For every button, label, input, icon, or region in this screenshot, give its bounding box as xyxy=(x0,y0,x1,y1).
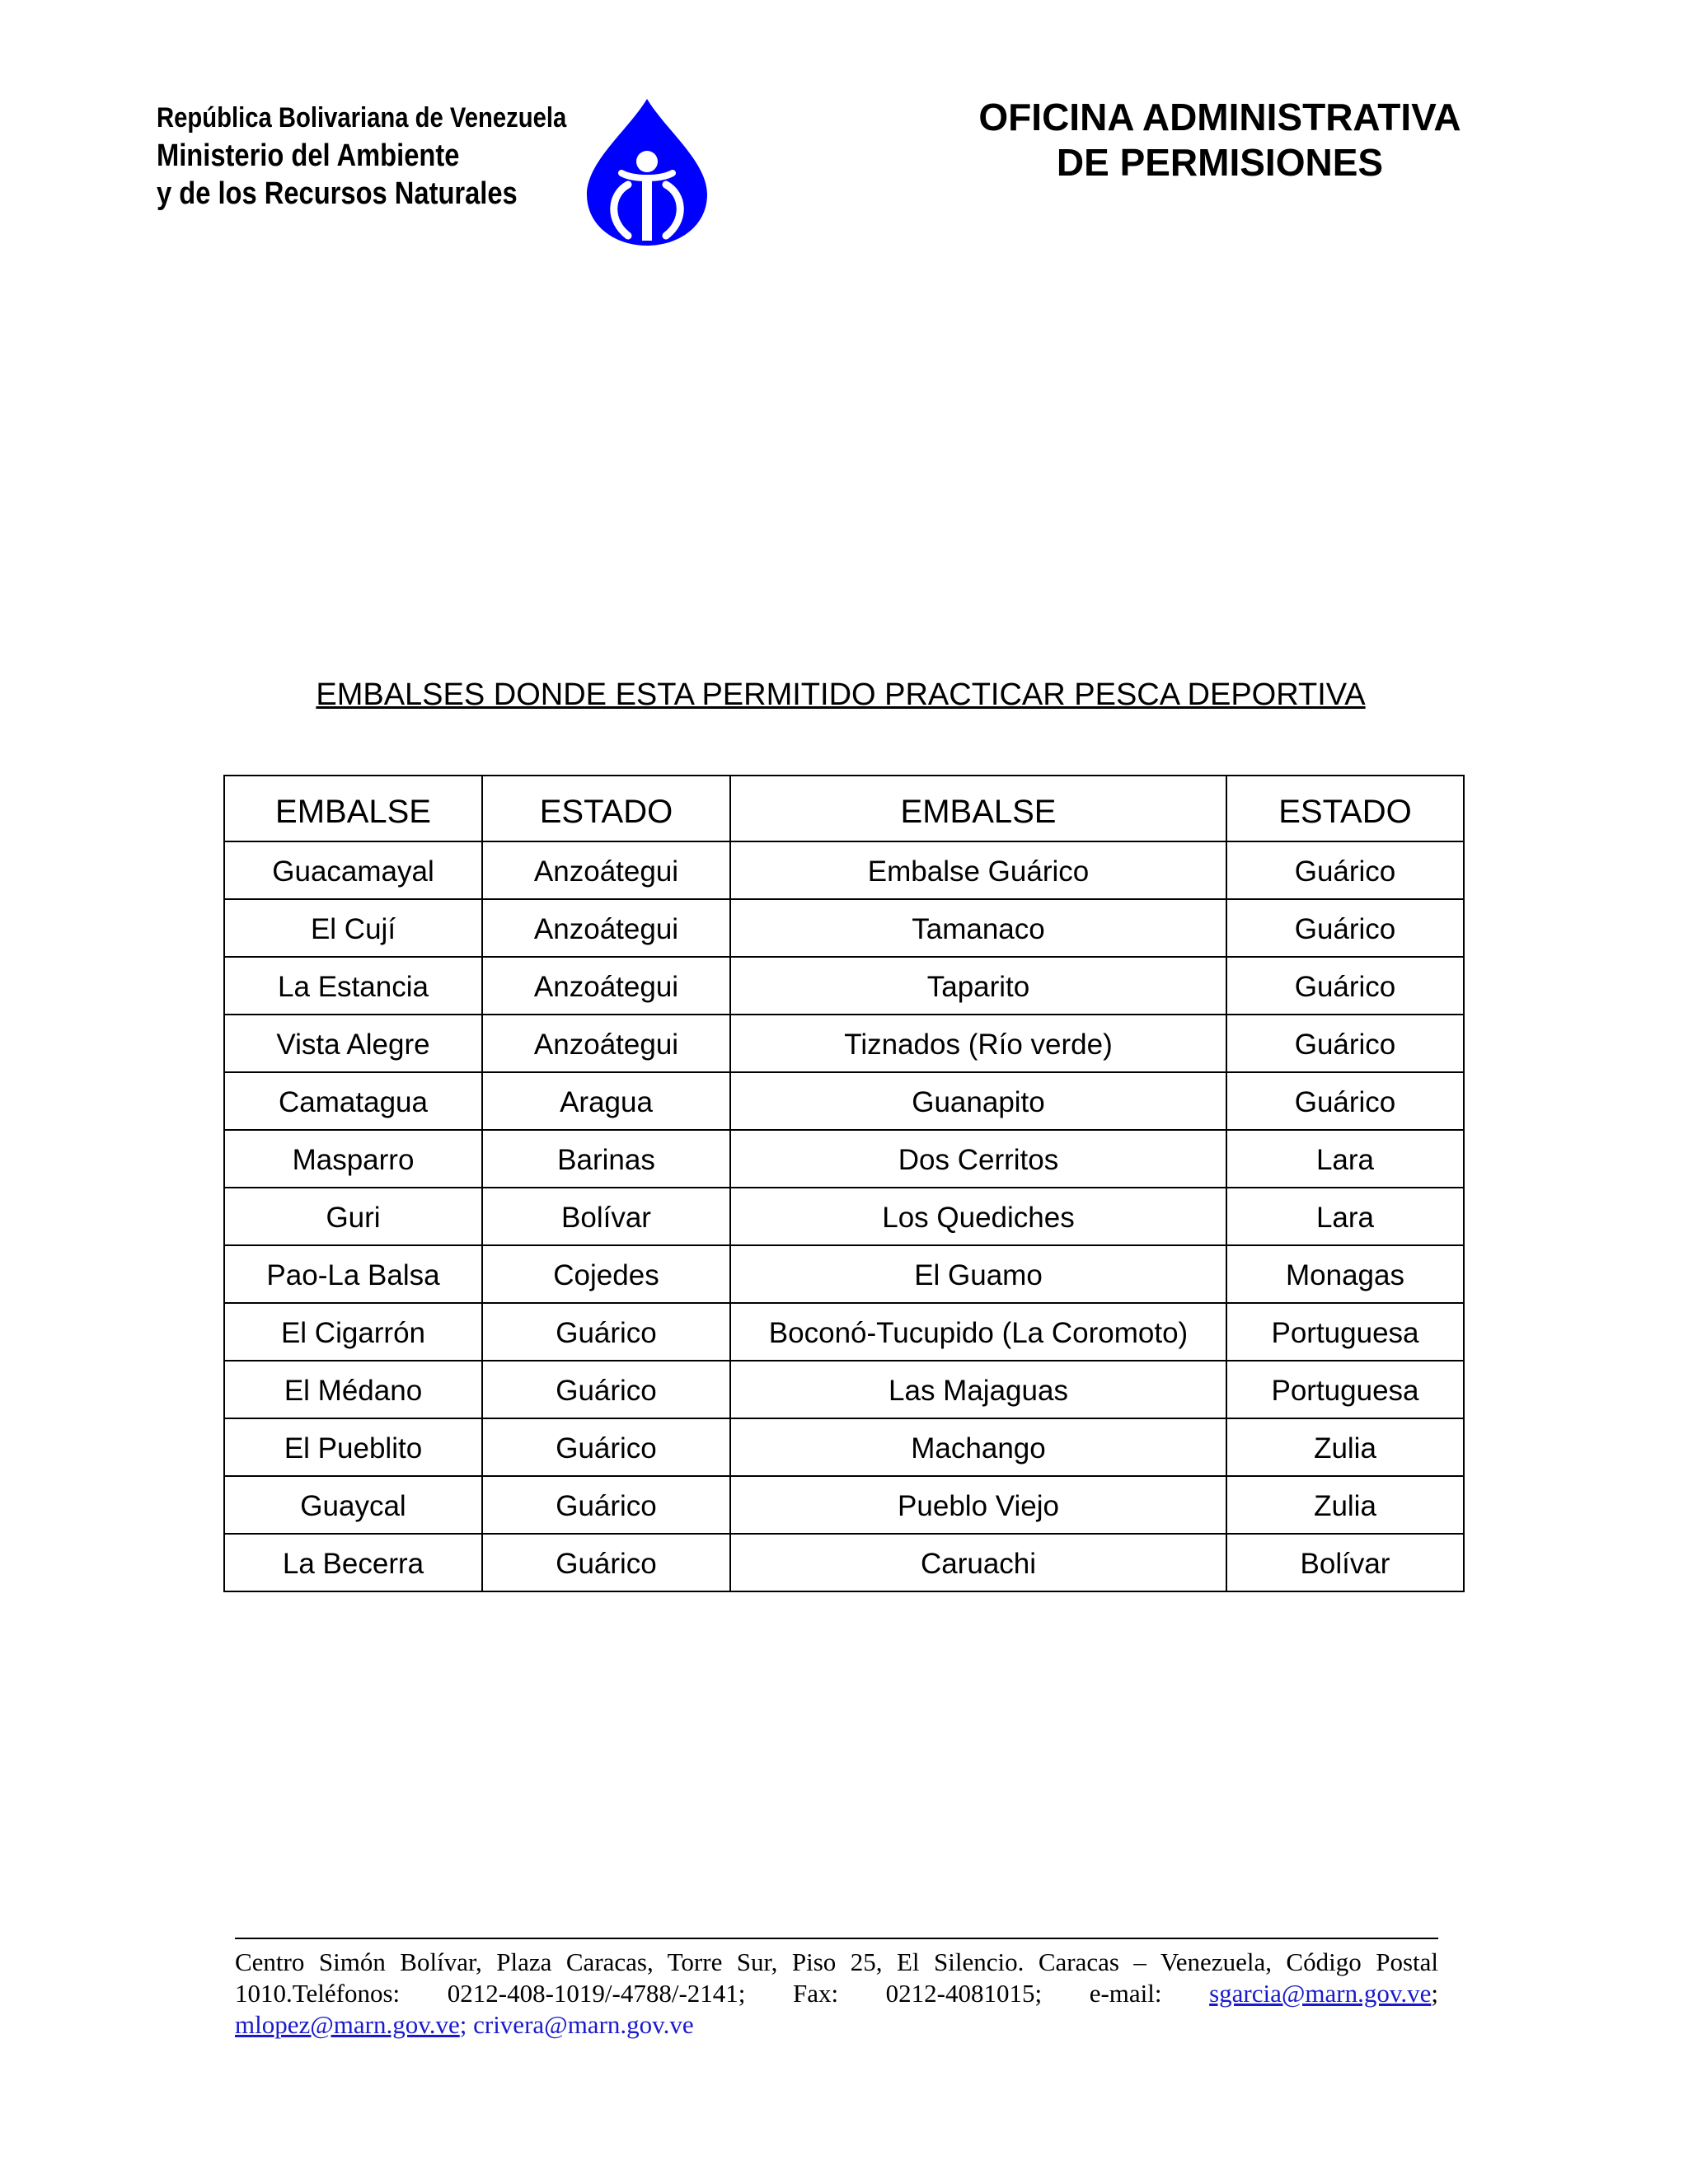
cell-embalse-1: El Cují xyxy=(224,899,482,957)
cell-estado-2: Guárico xyxy=(1226,957,1464,1015)
cell-embalse-2: El Guamo xyxy=(730,1245,1226,1303)
table-row xyxy=(224,841,1464,899)
table-row xyxy=(224,1245,1464,1303)
office-title-line-2: DE PERMISIONES xyxy=(1056,141,1384,184)
email-link-mlopez[interactable]: mlopez@marn.gov.ve xyxy=(235,2010,460,2039)
document-title: EMBALSES DONDE ESTA PERMITIDO PRACTICAR PESCA DEPORTIVA xyxy=(316,677,1366,712)
table-row xyxy=(224,1130,1464,1188)
office-title xyxy=(907,95,1533,185)
cell-embalse-2: Tamanaco xyxy=(730,899,1226,957)
cell-estado-2: Bolívar xyxy=(1226,1534,1464,1591)
cell-estado-1: Guárico xyxy=(482,1361,730,1418)
email-link-crivera[interactable]: crivera@marn.gov.ve xyxy=(473,2010,694,2039)
cell-embalse-2: Boconó-Tucupido (La Coromoto) xyxy=(730,1303,1226,1361)
cell-estado-2: Monagas xyxy=(1226,1245,1464,1303)
cell-estado-2: Zulia xyxy=(1226,1418,1464,1476)
cell-estado-2: Lara xyxy=(1226,1188,1464,1245)
email-link-sgarcia[interactable]: sgarcia@marn.gov.ve xyxy=(1209,1979,1432,2008)
cell-embalse-2: Embalse Guárico xyxy=(730,841,1226,899)
table-row xyxy=(224,1188,1464,1245)
table-row xyxy=(224,1361,1464,1418)
footer-address xyxy=(235,1947,1438,2041)
header-estado-1: ESTADO xyxy=(482,776,730,841)
cell-estado-1: Anzoátegui xyxy=(482,957,730,1015)
table-row xyxy=(224,1476,1464,1534)
cell-estado-2: Portuguesa xyxy=(1226,1303,1464,1361)
cell-embalse-1: El Médano xyxy=(224,1361,482,1418)
cell-embalse-1: Guri xyxy=(224,1188,482,1245)
cell-estado-2: Guárico xyxy=(1226,899,1464,957)
table-row xyxy=(224,1534,1464,1591)
ministry-line-2: Ministerio del Ambiente xyxy=(157,138,460,173)
table-row xyxy=(224,899,1464,957)
footer-separator-1: ; xyxy=(1431,1979,1438,2008)
table-row xyxy=(224,1015,1464,1072)
ministry-logo-icon xyxy=(585,97,709,247)
cell-estado-2: Lara xyxy=(1226,1130,1464,1188)
cell-embalse-1: El Pueblito xyxy=(224,1418,482,1476)
ministry-line-1: República Bolivariana de Venezuela xyxy=(157,102,567,134)
cell-embalse-2: Los Quediches xyxy=(730,1188,1226,1245)
cell-embalse-2: Dos Cerritos xyxy=(730,1130,1226,1188)
table-header-row xyxy=(224,776,1464,841)
cell-estado-1: Guárico xyxy=(482,1303,730,1361)
cell-embalse-2: Tiznados (Río verde) xyxy=(730,1015,1226,1072)
table-row xyxy=(224,1303,1464,1361)
cell-estado-2: Guárico xyxy=(1226,841,1464,899)
cell-embalse-1: Guaycal xyxy=(224,1476,482,1534)
table-row xyxy=(224,957,1464,1015)
cell-embalse-2: Machango xyxy=(730,1418,1226,1476)
cell-estado-1: Guárico xyxy=(482,1534,730,1591)
cell-estado-1: Guárico xyxy=(482,1418,730,1476)
cell-estado-1: Guárico xyxy=(482,1476,730,1534)
cell-embalse-1: La Becerra xyxy=(224,1534,482,1591)
cell-estado-1: Anzoátegui xyxy=(482,841,730,899)
office-title-line-1: OFICINA ADMINISTRATIVA xyxy=(978,96,1461,138)
footer-divider xyxy=(235,1938,1438,1939)
cell-embalse-2: Las Majaguas xyxy=(730,1361,1226,1418)
cell-estado-2: Zulia xyxy=(1226,1476,1464,1534)
cell-estado-2: Guárico xyxy=(1226,1015,1464,1072)
cell-embalse-1: Guacamayal xyxy=(224,841,482,899)
cell-estado-1: Anzoátegui xyxy=(482,899,730,957)
cell-estado-1: Bolívar xyxy=(482,1188,730,1245)
table-row xyxy=(224,1072,1464,1130)
footer-address-text: Centro Simón Bolívar, Plaza Caracas, Torre Sur, Piso 25, El Silencio. Caracas – Venezuela, Código Postal 1010.Teléfonos: 0212-408-1019/-4788/-2141; Fax: 0212-4081015; e-mail: xyxy=(235,1947,1438,2008)
cell-embalse-1: Masparro xyxy=(224,1130,482,1188)
cell-estado-1: Anzoátegui xyxy=(482,1015,730,1072)
footer-separator-2: ; xyxy=(459,2010,467,2039)
header-estado-2: ESTADO xyxy=(1226,776,1464,841)
cell-estado-1: Cojedes xyxy=(482,1245,730,1303)
cell-embalse-2: Taparito xyxy=(730,957,1226,1015)
cell-embalse-1: La Estancia xyxy=(224,957,482,1015)
cell-embalse-2: Pueblo Viejo xyxy=(730,1476,1226,1534)
header-embalse-1: EMBALSE xyxy=(224,776,482,841)
cell-estado-2: Portuguesa xyxy=(1226,1361,1464,1418)
table-row xyxy=(224,1418,1464,1476)
table-body xyxy=(224,841,1464,1591)
cell-embalse-1: Pao-La Balsa xyxy=(224,1245,482,1303)
cell-estado-1: Barinas xyxy=(482,1130,730,1188)
cell-embalse-1: Vista Alegre xyxy=(224,1015,482,1072)
ministry-line-3: y de los Recursos Naturales xyxy=(157,176,518,211)
cell-embalse-2: Caruachi xyxy=(730,1534,1226,1591)
cell-embalse-2: Guanapito xyxy=(730,1072,1226,1130)
header-embalse-2: EMBALSE xyxy=(730,776,1226,841)
ministry-block xyxy=(157,99,566,213)
cell-embalse-1: El Cigarrón xyxy=(224,1303,482,1361)
cell-estado-1: Aragua xyxy=(482,1072,730,1130)
reservoir-table xyxy=(223,775,1465,1592)
cell-estado-2: Guárico xyxy=(1226,1072,1464,1130)
cell-embalse-1: Camatagua xyxy=(224,1072,482,1130)
